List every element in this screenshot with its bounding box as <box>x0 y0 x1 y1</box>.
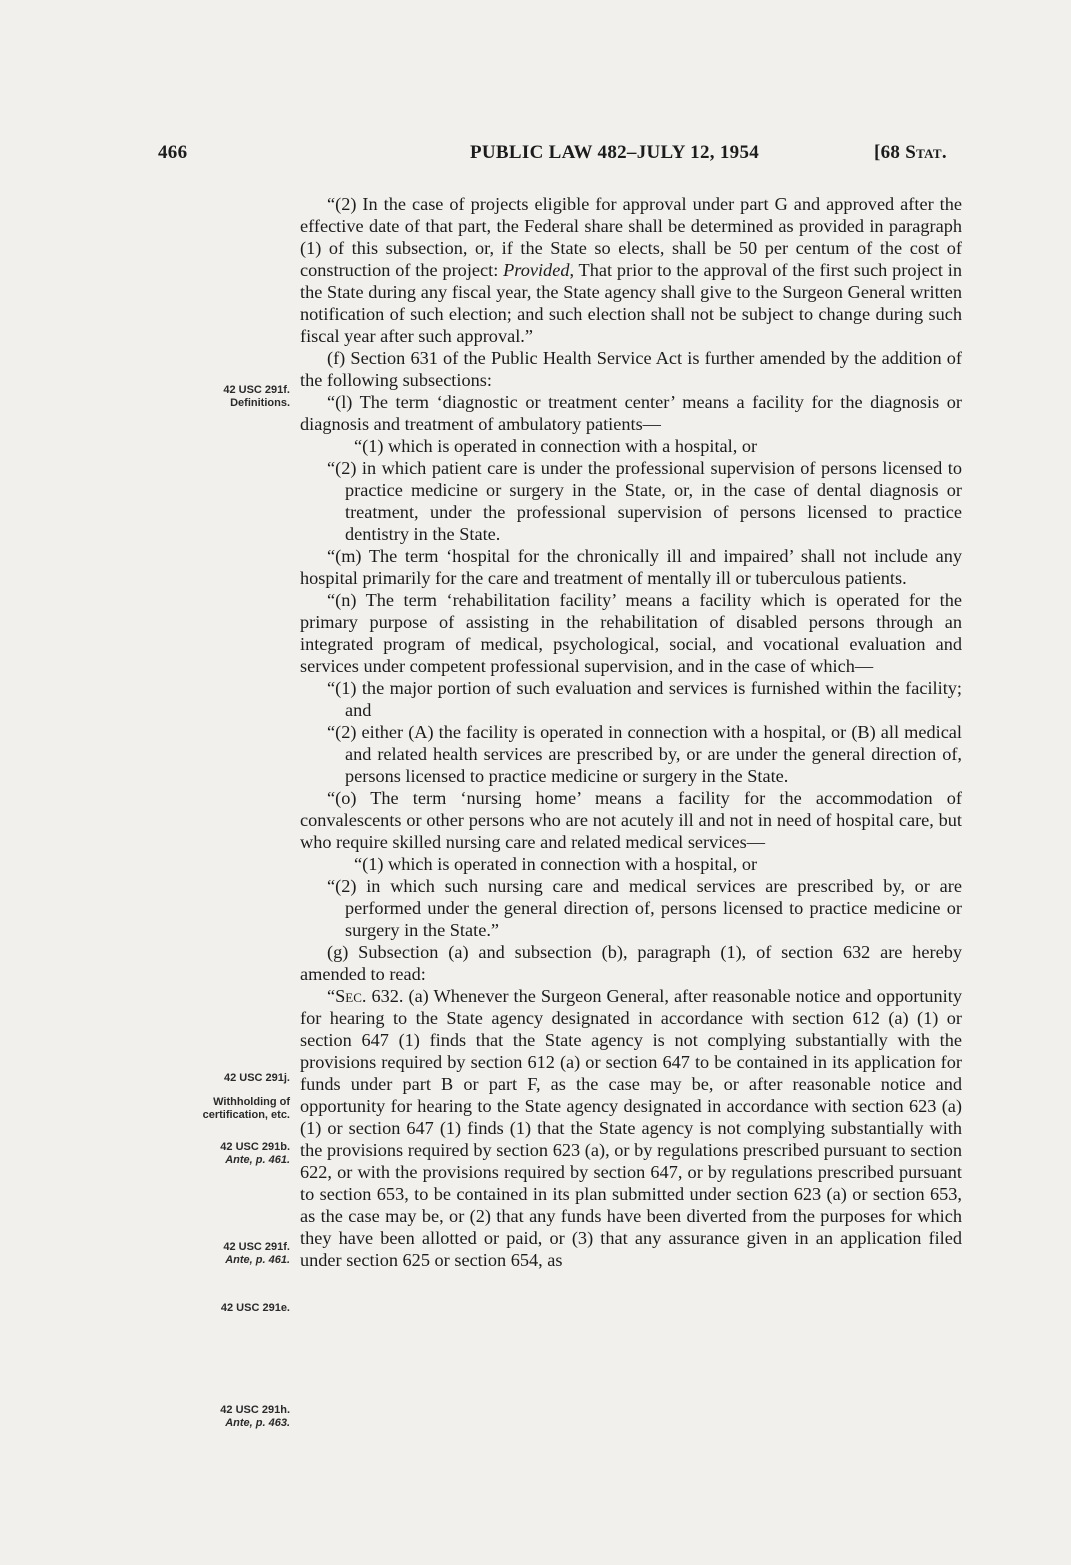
clause-o-2: “(2) in which such nursing care and medical services are prescribed by, or are performed under the general direction of, persons licensed to practice medicine or surgery in the State.” <box>327 876 962 940</box>
margin-note-label: Withholding of <box>213 1096 290 1108</box>
clause-n-2: “(2) either (A) the facility is operated in connection with a hospital, or (B) all medical and related health services are prescribed by, or are under the general direction of, persons licensed to practice medicine or surgery in the State. <box>327 722 962 786</box>
paragraph-definition-n: “(n) The term ‘rehabilitation facility’ means a facility which is operated for the primary purpose of assisting in the rehabilitation of disabled persons through an integrated program of medical, psychological, social, and vocational evaluation and services under competent professional supervision, and in the case of which— <box>300 590 962 676</box>
margin-note-withholding <box>156 1096 290 1122</box>
paragraph-definition-l: “(l) The term ‘diagnostic or treatment center’ means a facility for the diagnosis or diagnosis and treatment of ambulatory patients— <box>300 392 962 434</box>
stat-close: . <box>941 142 947 163</box>
margin-note-ante: Ante, p. 461. <box>225 1154 290 1166</box>
text-segment: , That prior to the approval of the first such project in the State during any fiscal year, the State agency shall give to the Surgeon General written notification of such election; and such election shall not be subject to change during such fiscal year after such approval.” <box>300 260 962 346</box>
clause-o-1: “(1) which is operated in connection with a hospital, or <box>354 854 758 874</box>
margin-note-label: Definitions. <box>230 397 290 409</box>
stat-open: [68 <box>874 142 906 163</box>
margin-note-citation: 42 USC 291f. <box>223 384 290 396</box>
stat-word: Stat <box>905 142 942 163</box>
margin-note-citation: 42 USC 291j. <box>223 1072 290 1084</box>
statute-reference <box>874 142 947 164</box>
margin-note-291f-definitions <box>156 384 290 410</box>
section-label: “Sec. <box>327 986 367 1006</box>
margin-note-ante: Ante, p. 463. <box>225 1417 290 1429</box>
text-segment: “(2) In the case of projects eligible for approval under part G and approved after the effective date of that part, the Federal share shall be determined as provided in paragraph (1) of this subsection, or, if the State so elects, shall be 50 per centum of the cost of construction of the project: <box>300 194 962 280</box>
margin-note-citation: 42 USC 291b. <box>220 1141 290 1153</box>
clause-n-1: “(1) the major portion of such evaluation and services is furnished within the facility; and <box>327 678 962 720</box>
margin-note-label: certification, etc. <box>202 1109 290 1121</box>
margin-note-291f-ante <box>156 1241 290 1267</box>
margin-note-citation: 42 USC 291f. <box>223 1241 290 1253</box>
statute-body <box>300 193 962 1271</box>
paragraph-section-632 <box>300 985 962 1271</box>
margin-note-291j <box>156 1072 290 1085</box>
text-segment: 632. (a) Whenever the Surgeon General, after reasonable notice and opportunity for hearing to the State agency designated in accordance with section 612 (a) (1) or section 647 (1) finds that the State agency is not complying substantially with the provisions required by section 612 (a) or section 647 to be contained in its application for funds under part B or part F, as the case may be, or after reasonable notice and opportunity for hearing to the State agency designated in accordance with section 623 (a) (1) or section 647 (1) finds (1) that the State agency is not complying substantially with the provisions required by section 623 (a), or by regulations prescribed pursuant to section 622, or with the provisions required by section 647, or by regulations prescribed pursuant to section 653, to be contained in its plan submitted under section 623 (a) or section 653, as the case may be, or (2) that any funds have been diverted from the purposes for which they have been allotted or paid, or (3) that any assurance given in an application filed under section 625 or section 654, as <box>300 986 962 1270</box>
paragraph-subsection-f: (f) Section 631 of the Public Health Service Act is further amended by the addition of the following subsections: <box>300 348 962 390</box>
margin-note-citation: 42 USC 291h. <box>220 1404 290 1416</box>
clause-l-1: “(1) which is operated in connection with a hospital, or <box>354 436 758 456</box>
margin-note-291e <box>156 1302 290 1315</box>
margin-note-citation: 42 USC 291e. <box>220 1302 290 1314</box>
page-number: 466 <box>158 142 188 163</box>
provided-emphasis: Provided <box>503 260 570 280</box>
paragraph-subsection-g: (g) Subsection (a) and subsection (b), paragraph (1), of section 632 are hereby amended to read: <box>300 942 962 984</box>
margin-note-ante: Ante, p. 461. <box>225 1254 290 1266</box>
running-title: PUBLIC LAW 482–JULY 12, 1954 <box>470 142 760 163</box>
margin-note-291b <box>156 1141 290 1167</box>
clause-l-2: “(2) in which patient care is under the professional supervision of persons licensed to practice medicine or surgery in the State, or, in the case of dental diagnosis or treatment, under the professional supervision of persons licensed to practice dentistry in the State. <box>327 458 962 544</box>
paragraph-definition-o: “(o) The term ‘nursing home’ means a facility for the accommodation of convalescents or other persons who are not acutely ill and not in need of hospital care, but who require skilled nursing care and related medical services— <box>300 788 962 852</box>
paragraph-definition-m: “(m) The term ‘hospital for the chronically ill and impaired’ shall not include any hospital primarily for the care and treatment of mentally ill or tuberculous patients. <box>300 546 962 588</box>
margin-note-291h <box>156 1404 290 1430</box>
paragraph-part-g <box>300 193 962 347</box>
